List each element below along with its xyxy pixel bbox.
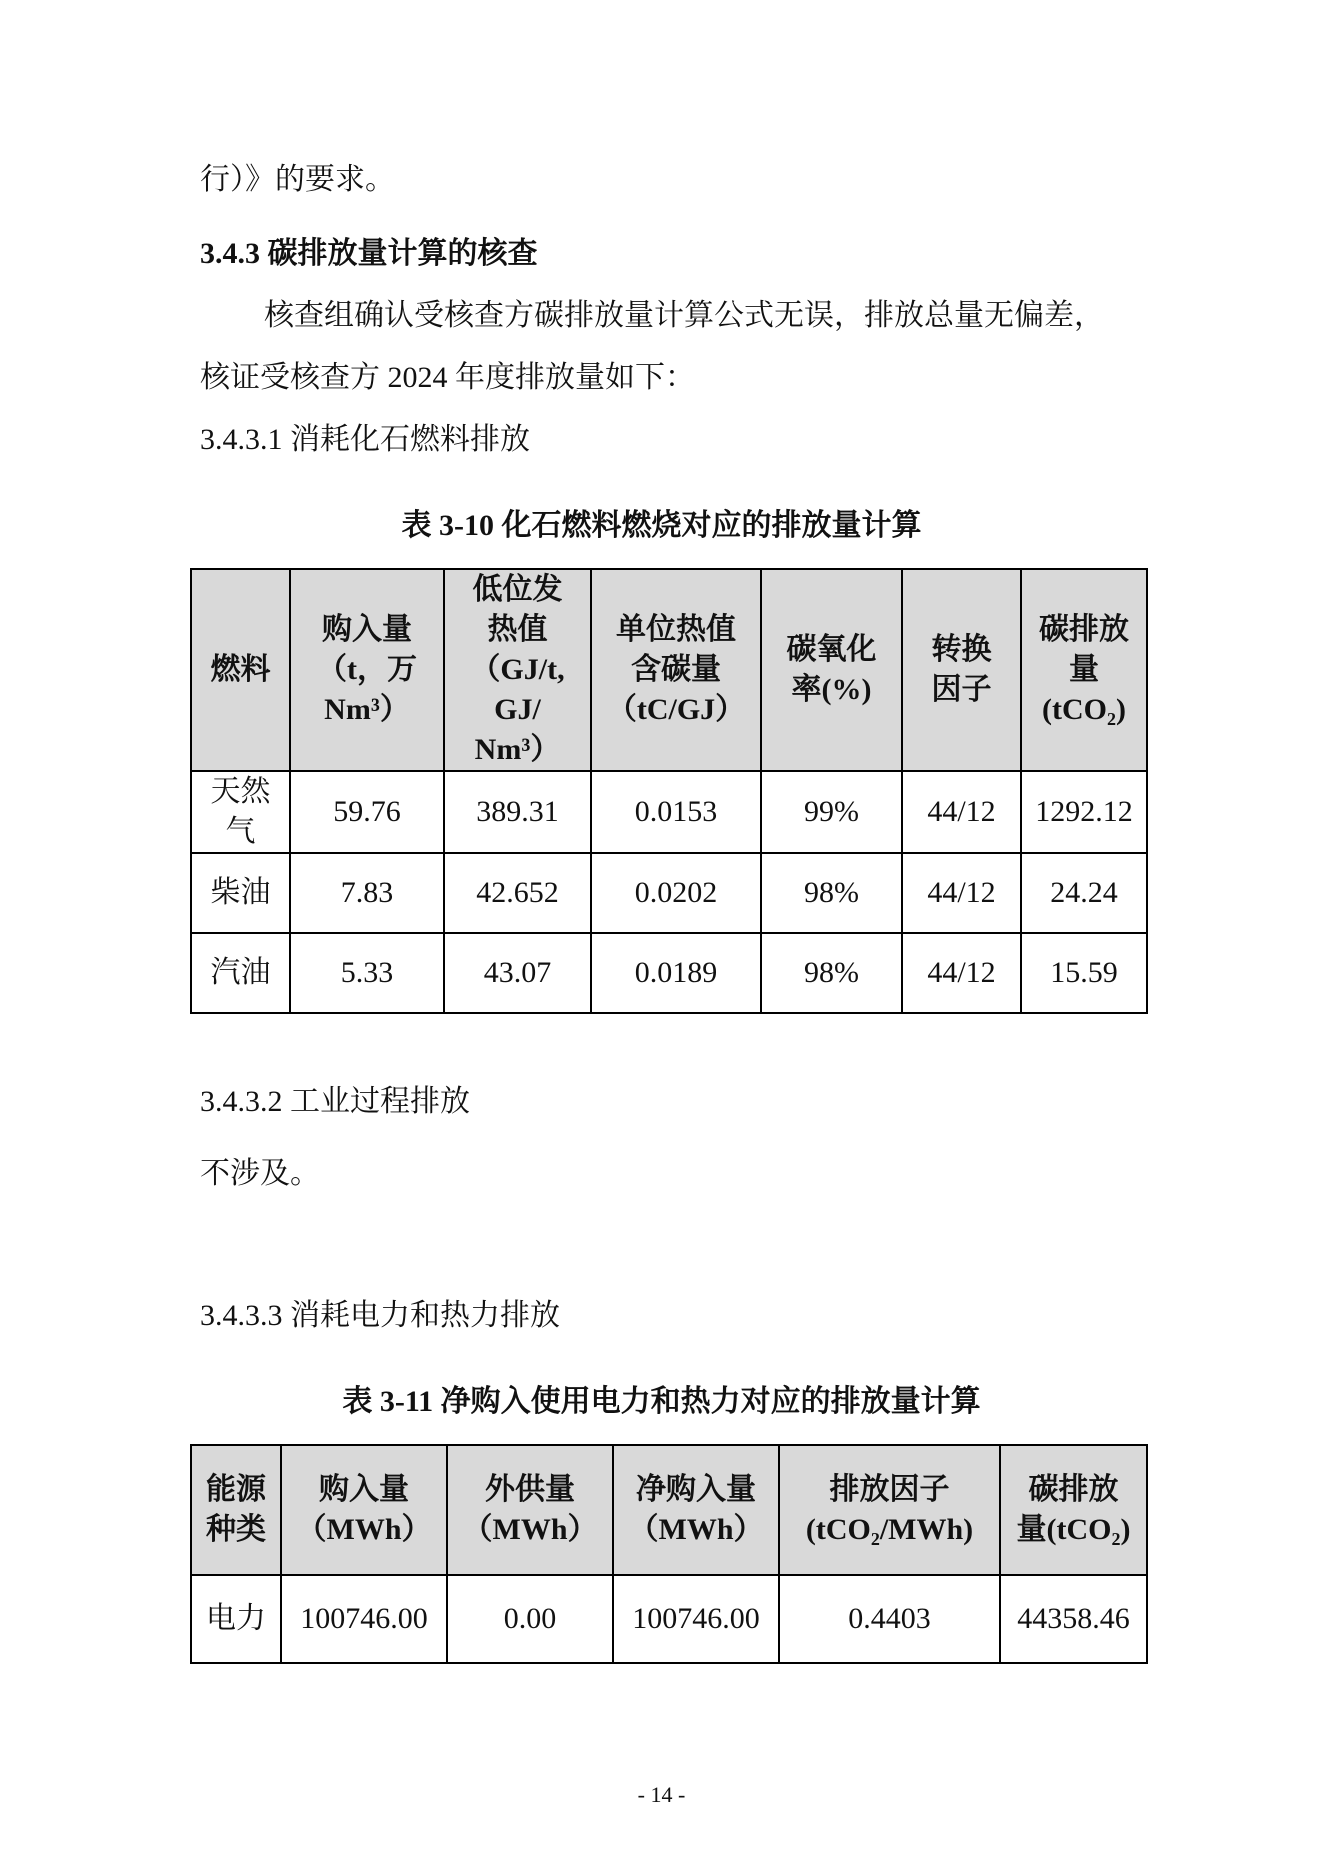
header-text-line: GJ/ — [494, 693, 541, 726]
table-row — [191, 1575, 1147, 1663]
column-header — [191, 569, 290, 771]
value-cell: 44/12 — [902, 771, 1021, 853]
value-cell: 100746.00 — [613, 1575, 779, 1663]
header-text-line: 能源 — [206, 1473, 266, 1506]
row-label-cell: 汽油 — [191, 933, 290, 1013]
table-row — [191, 853, 1147, 933]
paragraph-line-2: 核证受核查方 2024 年度排放量如下： — [200, 361, 695, 394]
column-header — [191, 1445, 281, 1575]
row-label-cell: 电力 — [191, 1575, 281, 1663]
subsection-3-4-3-2: 3.4.3.2 工业过程排放 — [200, 1085, 470, 1118]
section-heading-3-4-3: 3.4.3 碳排放量计算的核查 — [200, 237, 538, 270]
value-cell: 15.59 — [1021, 933, 1147, 1013]
header-text-line: Nm³） — [324, 693, 410, 726]
header-text-line: 率(%) — [791, 673, 872, 706]
column-header — [761, 569, 902, 771]
value-cell: 0.0153 — [591, 771, 761, 853]
column-header — [902, 569, 1021, 771]
column-header — [591, 569, 761, 771]
table-row — [191, 771, 1147, 853]
paragraph-not-applicable: 不涉及。 — [200, 1157, 320, 1190]
header-text-line: 购入量 — [319, 1473, 409, 1506]
header-text-line: 净购入量 — [636, 1473, 756, 1506]
column-header — [1021, 569, 1147, 771]
table-3-11-caption: 表 3-11 净购入使用电力和热力对应的排放量计算 — [342, 1385, 981, 1418]
header-text-line: 外供量 — [485, 1473, 575, 1506]
header-text-line: 种类 — [206, 1513, 266, 1546]
subsection-3-4-3-1: 3.4.3.1 消耗化石燃料排放 — [200, 423, 530, 456]
header-text-line: 燃料 — [210, 653, 271, 686]
header-text-line: 碳排放 — [1039, 613, 1129, 646]
header-text-line: 因子 — [931, 673, 992, 706]
value-cell: 0.4403 — [779, 1575, 1000, 1663]
header-text-line: Nm³） — [474, 733, 561, 766]
value-cell: 389.31 — [444, 771, 591, 853]
column-header — [1000, 1445, 1147, 1575]
header-text-line: （t，万 — [317, 653, 417, 686]
header-text-line: 排放因子 — [829, 1473, 950, 1506]
header-text-line: 低位发 — [472, 573, 563, 606]
column-header — [613, 1445, 779, 1575]
value-cell: 44/12 — [902, 933, 1021, 1013]
header-text-line: （MWh） — [296, 1513, 432, 1546]
value-cell: 24.24 — [1021, 853, 1147, 933]
table-row — [191, 933, 1147, 1013]
value-cell: 7.83 — [290, 853, 444, 933]
header-text-line: 含碳量 — [631, 653, 721, 686]
fossil-fuel-emission-table — [190, 568, 1148, 1014]
header-text-line: 碳氧化 — [786, 633, 877, 666]
header-text-line: （MWh） — [462, 1513, 598, 1546]
value-cell: 44/12 — [902, 853, 1021, 933]
header-text-line: 热值 — [487, 613, 548, 646]
value-cell: 98% — [761, 853, 902, 933]
header-text-line: 转换 — [931, 633, 992, 666]
value-cell: 59.76 — [290, 771, 444, 853]
header-text-line: 单位热值 — [616, 613, 736, 646]
value-cell: 99% — [761, 771, 902, 853]
paragraph-line-1: 核查组确认受核查方碳排放量计算公式无误，排放总量无偏差， — [264, 299, 1104, 332]
value-cell: 0.0189 — [591, 933, 761, 1013]
value-cell: 0.0202 — [591, 853, 761, 933]
value-cell: 5.33 — [290, 933, 444, 1013]
paragraph-continued: 行）》的要求。 — [200, 163, 395, 196]
header-text-line: (tCO₂/MWh) — [805, 1513, 974, 1546]
value-cell: 42.652 — [444, 853, 591, 933]
column-header — [281, 1445, 447, 1575]
electricity-emission-table — [190, 1444, 1148, 1664]
value-cell: 100746.00 — [281, 1575, 447, 1663]
row-label-cell: 柴油 — [191, 853, 290, 933]
subsection-3-4-3-3: 3.4.3.3 消耗电力和热力排放 — [200, 1299, 560, 1332]
table-3-10-caption: 表 3-10 化石燃料燃烧对应的排放量计算 — [401, 509, 922, 542]
value-cell: 1292.12 — [1021, 771, 1147, 853]
header-text-line: (tCO₂) — [1042, 693, 1126, 726]
header-text-line: 量 — [1069, 653, 1099, 686]
column-header — [290, 569, 444, 771]
column-header — [447, 1445, 613, 1575]
header-text-line: 碳排放 — [1028, 1473, 1119, 1506]
value-cell: 98% — [761, 933, 902, 1013]
header-text-line: 量(tCO₂) — [1016, 1513, 1131, 1546]
column-header — [444, 569, 591, 771]
header-text-line: （GJ/t, — [470, 653, 565, 686]
page-number: - 14 - — [637, 1782, 686, 1807]
value-cell: 0.00 — [447, 1575, 613, 1663]
value-cell: 43.07 — [444, 933, 591, 1013]
value-cell: 44358.46 — [1000, 1575, 1147, 1663]
header-text-line: （MWh） — [628, 1513, 764, 1546]
header-text-line: 购入量 — [322, 613, 412, 646]
header-text-line: （tC/GJ） — [606, 693, 746, 726]
column-header — [779, 1445, 1000, 1575]
row-label-cell: 天然气 — [191, 771, 290, 853]
